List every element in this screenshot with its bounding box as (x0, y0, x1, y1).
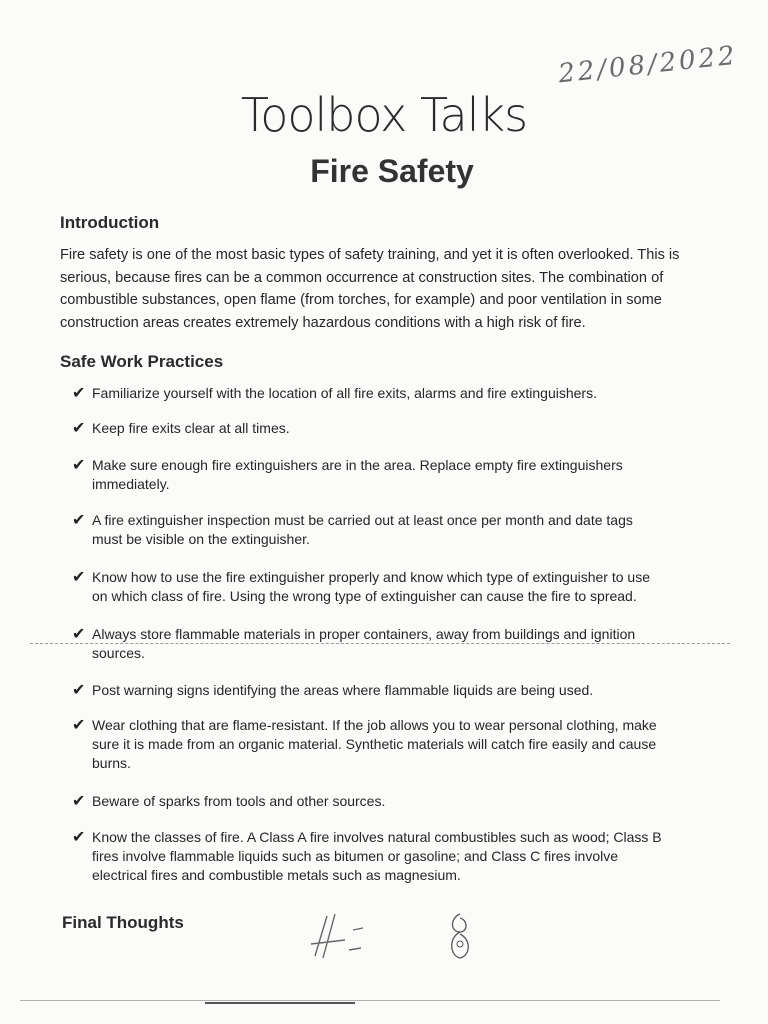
practice-line: Wear clothing that are flame-resistant. If the job allows you to wear personal clothing, make (92, 717, 657, 733)
intro-line: construction areas creates extremely hazardous conditions with a high risk of fire. (60, 314, 586, 331)
introduction-paragraph (60, 244, 720, 334)
practice-line: Beware of sparks from tools and other sources. (92, 793, 386, 809)
bottom-rule-accent (205, 1002, 355, 1004)
practice-line: burns. (92, 755, 131, 771)
intro-line: combustible substances, open flame (from torches, for example) and poor ventilation in some (60, 292, 662, 308)
final-thoughts-heading: Final Thoughts (62, 913, 184, 932)
scan-fold-line (30, 643, 730, 644)
safe-work-practices-heading: Safe Work Practices (60, 352, 224, 371)
practice-line: Familiarize yourself with the location of all fire exits, alarms and fire extinguishers. (92, 385, 597, 401)
intro-line: serious, because fires can be a common occurrence at construction sites. The combination of (60, 269, 664, 286)
checkmark-icon: ✔ (72, 793, 86, 810)
practice-line: Always store flammable materials in proper containers, away from buildings and ignition (92, 626, 636, 642)
practice-line: fires involve flammable liquids such as bitumen or gasoline; and Class C fires involve (92, 848, 619, 864)
practice-item (72, 828, 722, 885)
checkmark-icon: ✔ (72, 829, 86, 846)
practice-item (72, 625, 722, 663)
practice-line: Know how to use the fire extinguisher properly and know which type of extinguisher to use (92, 569, 650, 585)
practice-item (72, 792, 722, 811)
practice-line: electrical fires and combustible metals such as magnesium. (92, 867, 461, 883)
checkmark-icon: ✔ (72, 385, 86, 402)
practice-item (72, 384, 722, 403)
practice-line: Post warning signs identifying the areas where flammable liquids are being used. (92, 682, 594, 698)
checkmark-icon: ✔ (72, 682, 86, 699)
practice-line: Know the classes of fire. A Class A fire involves natural combustibles such as wood; Class B (92, 829, 662, 845)
practice-item (72, 568, 722, 606)
checkmark-icon: ✔ (72, 420, 86, 437)
practice-item (72, 681, 722, 700)
practice-line: Make sure enough fire extinguishers are in the area. Replace empty fire extinguishers (92, 457, 623, 473)
practice-line: must be visible on the extinguisher. (92, 531, 310, 547)
checkmark-icon: ✔ (72, 512, 86, 529)
handwritten-mark (305, 908, 385, 968)
document-subtitle: Fire Safety (310, 153, 474, 189)
checkmark-icon: ✔ (72, 569, 86, 586)
checkmark-icon: ✔ (72, 626, 86, 643)
practice-line: sources. (92, 645, 145, 661)
checkmark-icon: ✔ (72, 717, 86, 734)
handwritten-date: 22/08/2022 (556, 40, 739, 90)
practice-line: Keep fire exits clear at all times. (92, 420, 290, 436)
practice-line: immediately. (92, 476, 170, 492)
handwritten-signature (440, 908, 480, 968)
document-title: Toolbox Talks (240, 88, 528, 142)
intro-line: Fire safety is one of the most basic types of safety training, and yet it is often overlooked. This is (60, 247, 680, 263)
checkmark-icon: ✔ (72, 457, 86, 474)
practice-line: sure it is made from an organic material. Synthetic materials will catch fire easily and cause (92, 736, 657, 752)
practice-item (72, 456, 722, 494)
bottom-rule (20, 1000, 720, 1001)
practice-line: A fire extinguisher inspection must be carried out at least once per month and date tags (92, 512, 633, 528)
practice-item (72, 511, 722, 549)
practice-item (72, 419, 722, 438)
practice-line: on which class of fire. Using the wrong type of extinguisher can cause the fire to spread. (92, 588, 637, 604)
practice-item (72, 716, 722, 773)
introduction-heading: Introduction (60, 213, 160, 232)
